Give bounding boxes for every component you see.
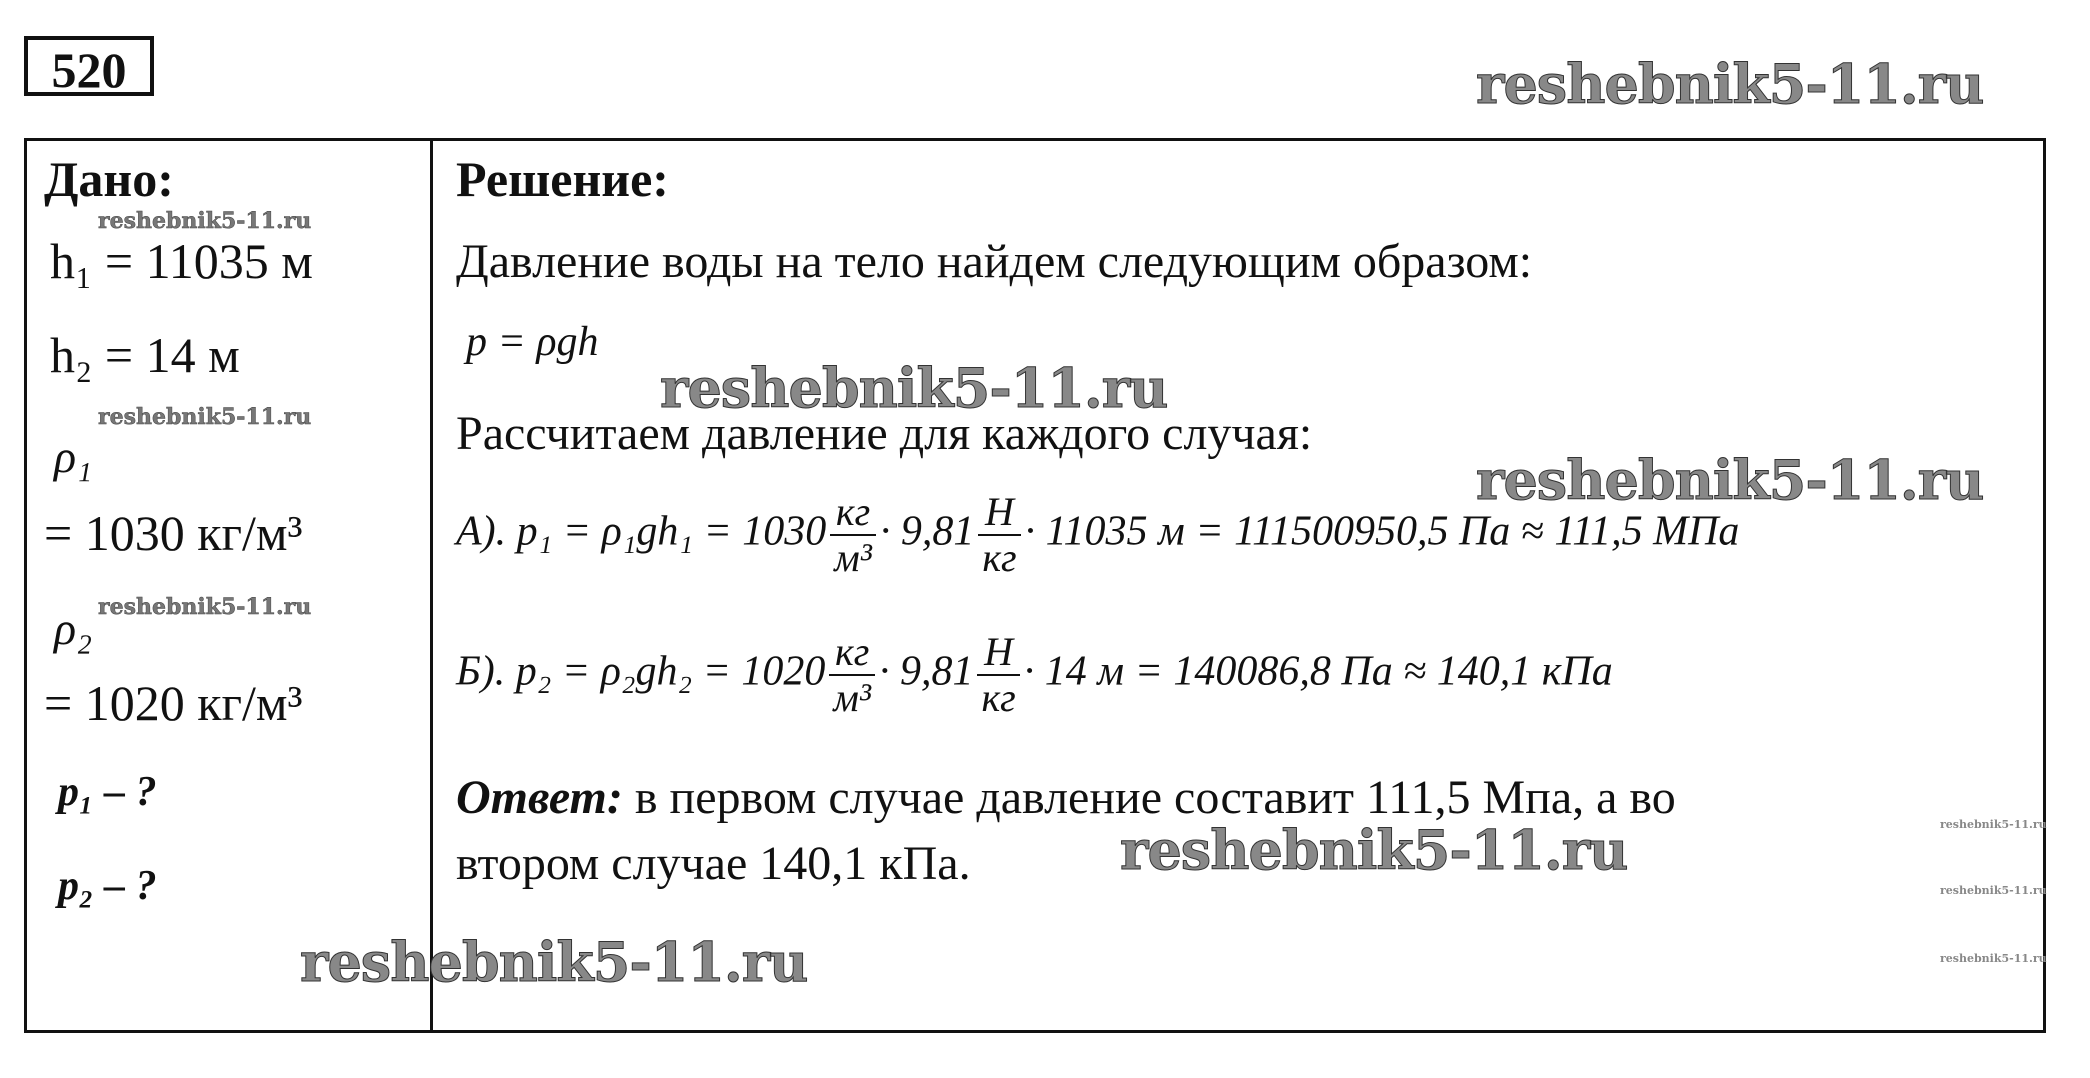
given-heading: Дано: bbox=[44, 151, 174, 207]
case-b-result: · 14 м = 140086,8 Па ≈ 140,1 кПа bbox=[1023, 648, 1613, 695]
given-rho1-symbol: ρ₁ bbox=[54, 431, 93, 482]
watermark: reshebnik5-11.ru bbox=[1940, 884, 2047, 897]
unit-fraction: $\frac{Н}{кг}$ bbox=[977, 630, 1019, 720]
watermark: reshebnik5-11.ru bbox=[1940, 952, 2047, 965]
case-a-prefix: А). p₁ = ρ₁gh₁ = 1030 bbox=[456, 508, 827, 555]
watermark: reshebnik5-11.ru bbox=[660, 356, 1168, 420]
unit-fraction: $\frac{кг}{\text{м³}}$ bbox=[830, 490, 876, 580]
watermark: reshebnik5-11.ru bbox=[1476, 448, 1984, 512]
case-a-result: · 11035 м = 111500950,5 Па ≈ 111,5 МПа bbox=[1024, 508, 1740, 555]
solution-heading: Решение: bbox=[456, 151, 669, 207]
find-p2: p₂ – ? bbox=[58, 863, 157, 909]
unit-fraction: $\frac{кг}{\text{м³}}$ bbox=[829, 630, 875, 720]
answer-label: Ответ: bbox=[456, 771, 623, 824]
answer-text-1: в первом случае давление составит 111,5 Мпа, а во bbox=[634, 771, 1676, 824]
given-rho2-value: = 1020 кг/м³ bbox=[44, 675, 303, 731]
watermark: reshebnik5-11.ru bbox=[98, 208, 312, 234]
case-b-prefix: Б). p₂ = ρ₂gh₂ = 1020 bbox=[456, 648, 826, 695]
watermark: reshebnik5-11.ru bbox=[300, 930, 808, 994]
answer-line-2: втором случае 140,1 кПа. bbox=[456, 837, 971, 890]
given-h1: h₁ = 11035 м bbox=[50, 233, 313, 289]
pressure-formula: p = ρgh bbox=[466, 319, 599, 365]
answer-line-1 bbox=[456, 770, 1676, 825]
watermark: reshebnik5-11.ru bbox=[98, 404, 312, 430]
case-a-equation: А). p₁ = ρ₁gh₁ = 1030 $\frac{кг}{\text{м³}}$ · 9,81 $\frac{Н}{кг}$ · 11035 м = 111500950,5 Па ≈ 111,5 МПа bbox=[456, 489, 1740, 580]
given-h2: h₂ = 14 м bbox=[50, 327, 240, 383]
case-b-equation: Б). p₂ = ρ₂gh₂ = 1020 $\frac{кг}{\text{м³}}$ · 9,81 $\frac{Н}{кг}$ · 14 м = 140086,8 Па ≈ 140,1 кПа bbox=[456, 629, 1613, 720]
watermark: reshebnik5-11.ru bbox=[1120, 818, 1628, 882]
calc-intro: Рассчитаем давление для каждого случая: bbox=[456, 407, 1313, 460]
problem-number: 520 bbox=[24, 36, 154, 96]
given-rho1-value: = 1030 кг/м³ bbox=[44, 505, 303, 561]
solution-intro: Давление воды на тело найдем следующим образом: bbox=[456, 235, 1533, 288]
watermark: reshebnik5-11.ru bbox=[1476, 52, 1984, 116]
find-p1: p₁ – ? bbox=[58, 769, 157, 815]
unit-fraction: $\frac{Н}{кг}$ bbox=[978, 490, 1020, 580]
watermark: reshebnik5-11.ru bbox=[1940, 818, 2047, 831]
column-divider bbox=[430, 138, 433, 1033]
watermark: reshebnik5-11.ru bbox=[98, 594, 312, 620]
given-rho2-symbol: ρ₂ bbox=[54, 603, 93, 654]
